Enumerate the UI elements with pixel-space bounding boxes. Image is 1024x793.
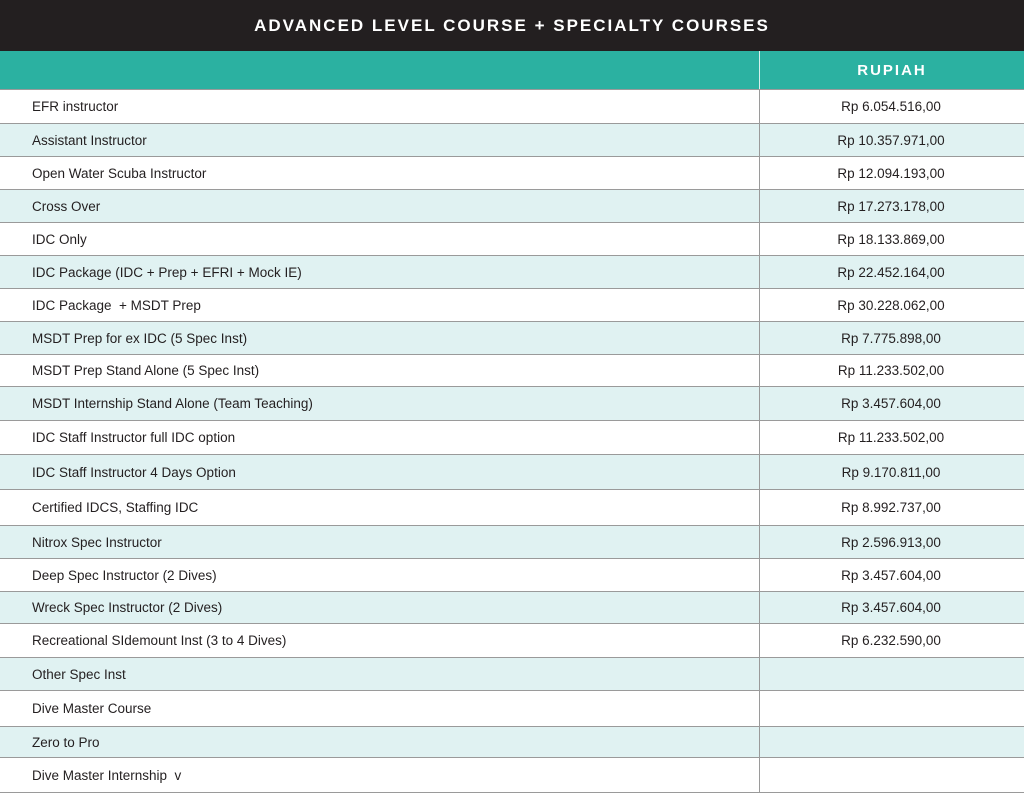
course-name: IDC Staff Instructor full IDC option	[0, 421, 760, 454]
course-price: Rp 9.170.811,00	[841, 464, 941, 480]
course-name: MSDT Internship Stand Alone (Team Teaching)	[0, 387, 760, 420]
course-price: Rp 3.457.604,00	[841, 567, 941, 583]
course-name: Nitrox Spec Instructor	[0, 526, 760, 558]
course-name: IDC Only	[0, 223, 760, 255]
course-name: Other Spec Inst	[0, 658, 760, 690]
course-name: IDC Package (IDC + Prep + EFRI + Mock IE)	[0, 256, 760, 288]
course-price: Rp 7.775.898,00	[841, 330, 941, 346]
course-price: Rp 17.273.178,00	[837, 198, 945, 214]
table-title: ADVANCED LEVEL COURSE + SPECIALTY COURSES	[0, 0, 1024, 51]
course-price: Rp 30.228.062,00	[837, 297, 945, 313]
course-price: Rp 8.992.737,00	[841, 500, 941, 515]
table-row	[0, 490, 1024, 526]
course-name: Dive Master Internship v	[0, 758, 760, 792]
table-row	[0, 190, 1024, 223]
course-price: Rp 11.233.502,00	[837, 363, 945, 378]
course-price: Rp 11.233.502,00	[837, 430, 945, 445]
course-name: Assistant Instructor	[0, 124, 760, 156]
table-body	[0, 90, 1024, 793]
course-price: Rp 2.596.913,00	[841, 534, 941, 550]
course-price	[760, 727, 1024, 757]
course-price	[760, 691, 1024, 726]
table-row	[0, 526, 1024, 559]
course-price: Rp 18.133.869,00	[837, 231, 945, 247]
course-price	[760, 658, 1024, 690]
course-name: Dive Master Course	[0, 691, 760, 726]
table-header-row	[0, 51, 1024, 90]
course-price: Rp 12.094.193,00	[837, 165, 945, 181]
course-price	[760, 758, 1024, 792]
table-row	[0, 322, 1024, 355]
course-name: Recreational SIdemount Inst (3 to 4 Dives)	[0, 624, 760, 657]
course-price: Rp 6.232.590,00	[841, 633, 941, 648]
course-name: Wreck Spec Instructor (2 Dives)	[0, 592, 760, 623]
course-name: Zero to Pro	[0, 727, 760, 757]
table-row	[0, 223, 1024, 256]
table-row	[0, 559, 1024, 592]
course-name: EFR instructor	[0, 90, 760, 123]
table-row	[0, 592, 1024, 624]
table-row	[0, 124, 1024, 157]
table-row	[0, 355, 1024, 387]
table-row	[0, 658, 1024, 691]
course-price: Rp 3.457.604,00	[841, 396, 941, 411]
table-row	[0, 691, 1024, 727]
course-name: Deep Spec Instructor (2 Dives)	[0, 559, 760, 591]
course-name: IDC Staff Instructor 4 Days Option	[0, 455, 760, 489]
table-row	[0, 727, 1024, 758]
course-name: Open Water Scuba Instructor	[0, 157, 760, 189]
table-row	[0, 387, 1024, 421]
course-name: MSDT Prep Stand Alone (5 Spec Inst)	[0, 355, 760, 386]
rupiah-column-header: RUPIAH	[857, 61, 927, 79]
course-column-header	[0, 51, 760, 89]
table-row	[0, 157, 1024, 190]
course-name: MSDT Prep for ex IDC (5 Spec Inst)	[0, 322, 760, 354]
table-row	[0, 90, 1024, 124]
course-price: Rp 22.452.164,00	[837, 264, 945, 280]
course-price: Rp 10.357.971,00	[837, 132, 945, 148]
table-row	[0, 289, 1024, 322]
table-row	[0, 421, 1024, 455]
course-name: Cross Over	[0, 190, 760, 222]
table-row	[0, 455, 1024, 490]
table-row	[0, 624, 1024, 658]
table-row	[0, 256, 1024, 289]
table-row	[0, 758, 1024, 793]
course-price: Rp 6.054.516,00	[841, 99, 941, 114]
course-price: Rp 3.457.604,00	[841, 600, 941, 615]
course-name: IDC Package + MSDT Prep	[0, 289, 760, 321]
course-name: Certified IDCS, Staffing IDC	[0, 490, 760, 525]
